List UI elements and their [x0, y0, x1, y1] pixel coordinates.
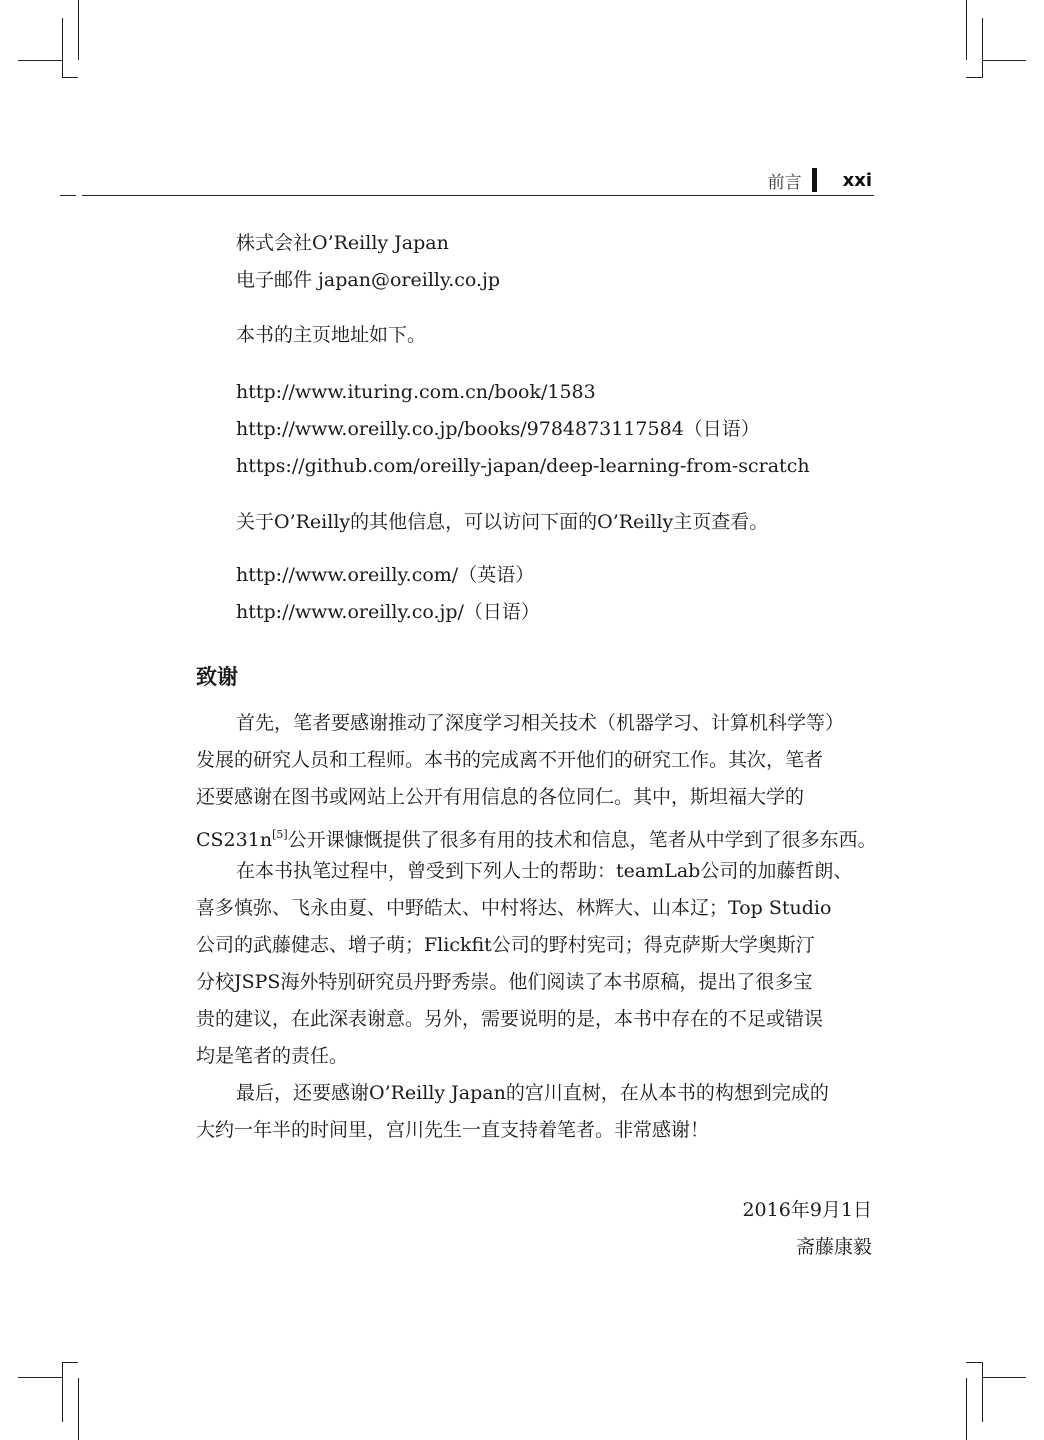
crop-mark — [62, 1362, 78, 1363]
crop-mark — [966, 0, 967, 60]
contact-email: 电子邮件 japan@oreilly.co.jp — [236, 269, 501, 291]
paragraph-line: 发展的研究人员和工程师。本书的完成离不开他们的研究工作。其次，笔者 — [196, 749, 824, 771]
crop-mark — [62, 18, 63, 78]
paragraph-line: 最后，还要感谢O’Reilly Japan的宫川直树，在从本书的构想到完成的 — [236, 1082, 829, 1104]
course-name: CS231n — [196, 829, 273, 851]
url-item: http://www.ituring.com.cn/book/1583 — [236, 381, 596, 403]
paragraph-line-rest: 公开课慷慨提供了很多有用的技术和信息，笔者从中学到了很多东西。 — [287, 829, 877, 851]
paragraph-2 — [196, 853, 872, 1075]
paragraph-3 — [196, 1075, 872, 1149]
crop-mark — [62, 1362, 63, 1422]
crop-mark — [982, 18, 983, 78]
homepage-intro: 本书的主页地址如下。 — [236, 324, 427, 346]
paragraph-line: 首先，笔者要感谢推动了深度学习相关技术（机器学习、计算机科学等） — [236, 712, 845, 734]
crop-mark — [966, 1362, 982, 1363]
reference-marker: [5] — [272, 828, 288, 841]
contact-company: 株式会社O’Reilly Japan — [236, 232, 449, 254]
paragraph-line: 均是笔者的责任。 — [196, 1045, 349, 1067]
crop-mark — [982, 1377, 1026, 1378]
crop-mark — [966, 77, 982, 78]
crop-mark — [18, 1377, 62, 1378]
crop-mark — [18, 60, 62, 61]
section-heading: 致谢 — [196, 665, 238, 689]
paragraph-line: 公司的武藤健志、增子萌；Flickfit公司的野村宪司；得克萨斯大学奥斯汀 — [196, 934, 815, 956]
paragraph-1 — [196, 705, 877, 853]
header-section-title: 前言 — [767, 172, 802, 193]
url-item: http://www.oreilly.co.jp/（日语） — [236, 601, 540, 623]
crop-mark — [78, 0, 79, 60]
paragraph-line: 还要感谢在图书或网站上公开有用信息的各位同仁。其中，斯坦福大学的 — [196, 786, 805, 808]
url-item: https://github.com/oreilly-japan/deep-learning-from-scratch — [236, 455, 810, 477]
url-item: http://www.oreilly.co.jp/books/9784873117584（日语） — [236, 418, 760, 440]
paragraph-line — [196, 816, 877, 853]
url-item: http://www.oreilly.com/（英语） — [236, 564, 535, 586]
paragraph-line: 大约一年半的时间里，宫川先生一直支持着笔者。非常感谢！ — [196, 1119, 710, 1141]
running-header — [768, 168, 872, 192]
oreilly-intro: 关于O’Reilly的其他信息，可以访问下面的O’Reilly主页查看。 — [236, 511, 769, 533]
signature-date: 2016年9月1日 — [742, 1199, 872, 1221]
crop-mark — [966, 1378, 967, 1440]
paragraph-line: 贵的建议，在此深表谢意。另外，需要说明的是，本书中存在的不足或错误 — [196, 1008, 824, 1030]
crop-mark — [982, 1362, 983, 1422]
paragraph-line: 喜多慎弥、飞永由夏、中野皓太、中村将达、林辉大、山本辽；Top Studio — [196, 897, 832, 919]
header-rule-tick — [60, 195, 76, 196]
signature-author: 斋藤康毅 — [795, 1236, 872, 1258]
crop-mark — [62, 77, 78, 78]
page-number: xxi — [842, 169, 872, 191]
paragraph-line: 分校JSPS海外特别研究员丹野秀崇。他们阅读了本书原稿，提出了很多宝 — [196, 971, 813, 993]
header-divider-bar — [812, 168, 817, 192]
paragraph-line: 在本书执笔过程中，曾受到下列人士的帮助：teamLab公司的加藤哲朗、 — [236, 860, 853, 882]
crop-mark — [982, 60, 1026, 61]
crop-mark — [78, 1378, 79, 1440]
header-rule — [82, 195, 874, 196]
